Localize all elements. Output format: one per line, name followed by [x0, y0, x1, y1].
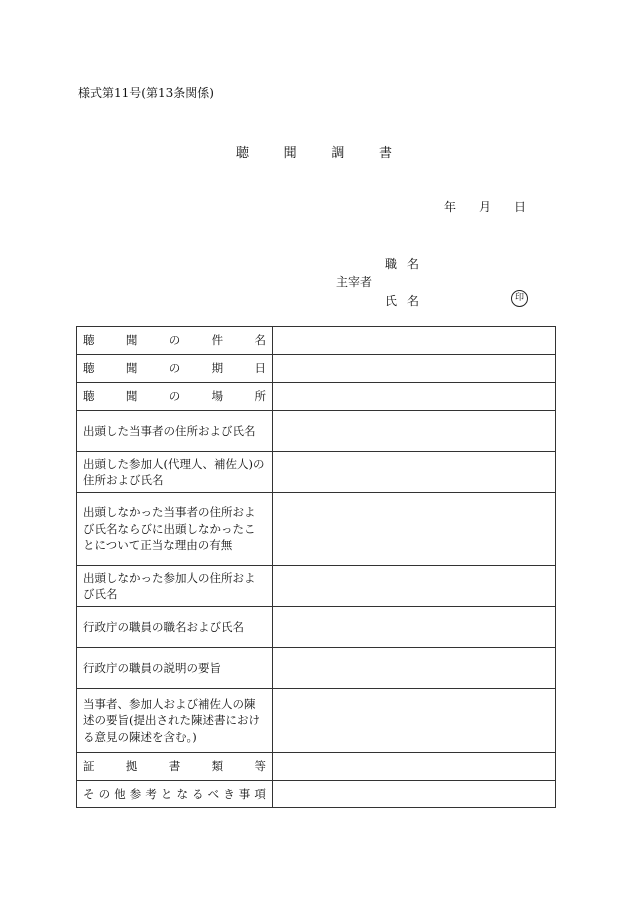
table-row: [77, 566, 556, 607]
row-label: [77, 327, 273, 355]
row-label: [77, 383, 273, 411]
label-char: 件: [211, 333, 224, 348]
row-value[interactable]: [273, 327, 556, 355]
label-char: 等: [254, 759, 266, 774]
row-label: 当事者、参加人および補佐人の陳述の要旨(提出された陳述書における意見の陳述を含む。): [77, 689, 273, 753]
name-char: 氏: [385, 294, 398, 308]
row-label: 出頭しなかった参加人の住所および氏名: [77, 566, 273, 607]
row-value[interactable]: [273, 689, 556, 753]
row-value[interactable]: [273, 566, 556, 607]
label-char: の: [168, 389, 181, 404]
label-char: 類: [211, 759, 224, 774]
label-char: 拠: [125, 759, 138, 774]
label-char: 聴: [83, 333, 95, 348]
post-label: [385, 255, 419, 272]
table-row: [77, 452, 556, 493]
row-value[interactable]: [273, 355, 556, 383]
row-value[interactable]: [273, 452, 556, 493]
document-title: [236, 142, 392, 161]
row-label: [77, 753, 273, 781]
table-row: [77, 355, 556, 383]
label-char: 他: [114, 786, 126, 801]
row-label: 出頭した参加人(代理人、補佐人)の住所および氏名: [77, 452, 273, 493]
row-label: 行政庁の職員の説明の要旨: [77, 648, 273, 689]
row-label-text: [83, 786, 266, 803]
table-row: [77, 327, 556, 355]
title-char: 聴: [236, 146, 250, 161]
row-label-text: [83, 758, 266, 775]
date-line: [444, 198, 526, 215]
label-char: 日: [254, 361, 266, 376]
post-char: 名: [406, 257, 419, 271]
row-label: 出頭した当事者の住所および氏名: [77, 411, 273, 452]
label-char: の: [168, 333, 181, 348]
label-char: 書: [168, 759, 181, 774]
row-label: 行政庁の職員の職名および氏名: [77, 607, 273, 648]
date-month-label: 月: [478, 200, 491, 214]
label-char: べ: [207, 786, 220, 801]
row-value[interactable]: [273, 411, 556, 452]
row-value[interactable]: [273, 753, 556, 781]
seal-mark: 印: [511, 290, 528, 307]
row-label: [77, 355, 273, 383]
label-char: の: [98, 786, 111, 801]
row-value[interactable]: [273, 648, 556, 689]
post-char: 職: [385, 257, 398, 271]
label-char: 項: [254, 786, 266, 801]
label-char: 参: [129, 786, 142, 801]
row-label: [77, 781, 273, 808]
table-row: [77, 781, 556, 808]
title-char: 書: [378, 146, 392, 161]
row-value[interactable]: [273, 383, 556, 411]
label-char: 所: [254, 389, 266, 404]
label-char: き: [223, 786, 235, 801]
label-char: 期: [211, 361, 224, 376]
presider-label: 主宰者: [336, 275, 373, 289]
table-row: [77, 411, 556, 452]
table-row: [77, 648, 556, 689]
label-char: 証: [83, 759, 95, 774]
label-char: 聴: [83, 361, 95, 376]
label-char: 聞: [125, 333, 138, 348]
label-char: る: [192, 786, 204, 801]
date-day-label: 日: [513, 200, 526, 214]
label-char: 名: [254, 333, 266, 348]
row-value[interactable]: [273, 781, 556, 808]
label-char: 考: [145, 786, 157, 801]
row-label-text: [83, 388, 266, 405]
table-row: [77, 493, 556, 566]
label-char: 場: [211, 389, 224, 404]
row-label: 出頭しなかった当事者の住所および氏名ならびに出頭しなかったことについて正当な理由の有無: [77, 493, 273, 566]
row-label-text: [83, 332, 266, 349]
table-row: [77, 689, 556, 753]
label-char: の: [168, 361, 181, 376]
row-value[interactable]: [273, 607, 556, 648]
name-char: 名: [406, 294, 419, 308]
name-label: [385, 292, 419, 309]
title-char: 聞: [283, 146, 297, 161]
table-row: [77, 753, 556, 781]
row-label-text: [83, 360, 266, 377]
label-char: 事: [238, 786, 251, 801]
table-row: [77, 607, 556, 648]
hearing-record-table: [76, 326, 556, 808]
label-char: な: [176, 786, 188, 801]
label-char: と: [160, 786, 173, 801]
date-year-label: 年: [444, 200, 457, 214]
row-value[interactable]: [273, 493, 556, 566]
label-char: 聴: [83, 389, 95, 404]
title-char: 調: [331, 146, 345, 161]
label-char: そ: [83, 786, 95, 801]
table-row: [77, 383, 556, 411]
label-char: 聞: [125, 361, 138, 376]
label-char: 聞: [125, 389, 138, 404]
form-number-label: 様式第11号(第13条関係): [78, 86, 214, 100]
